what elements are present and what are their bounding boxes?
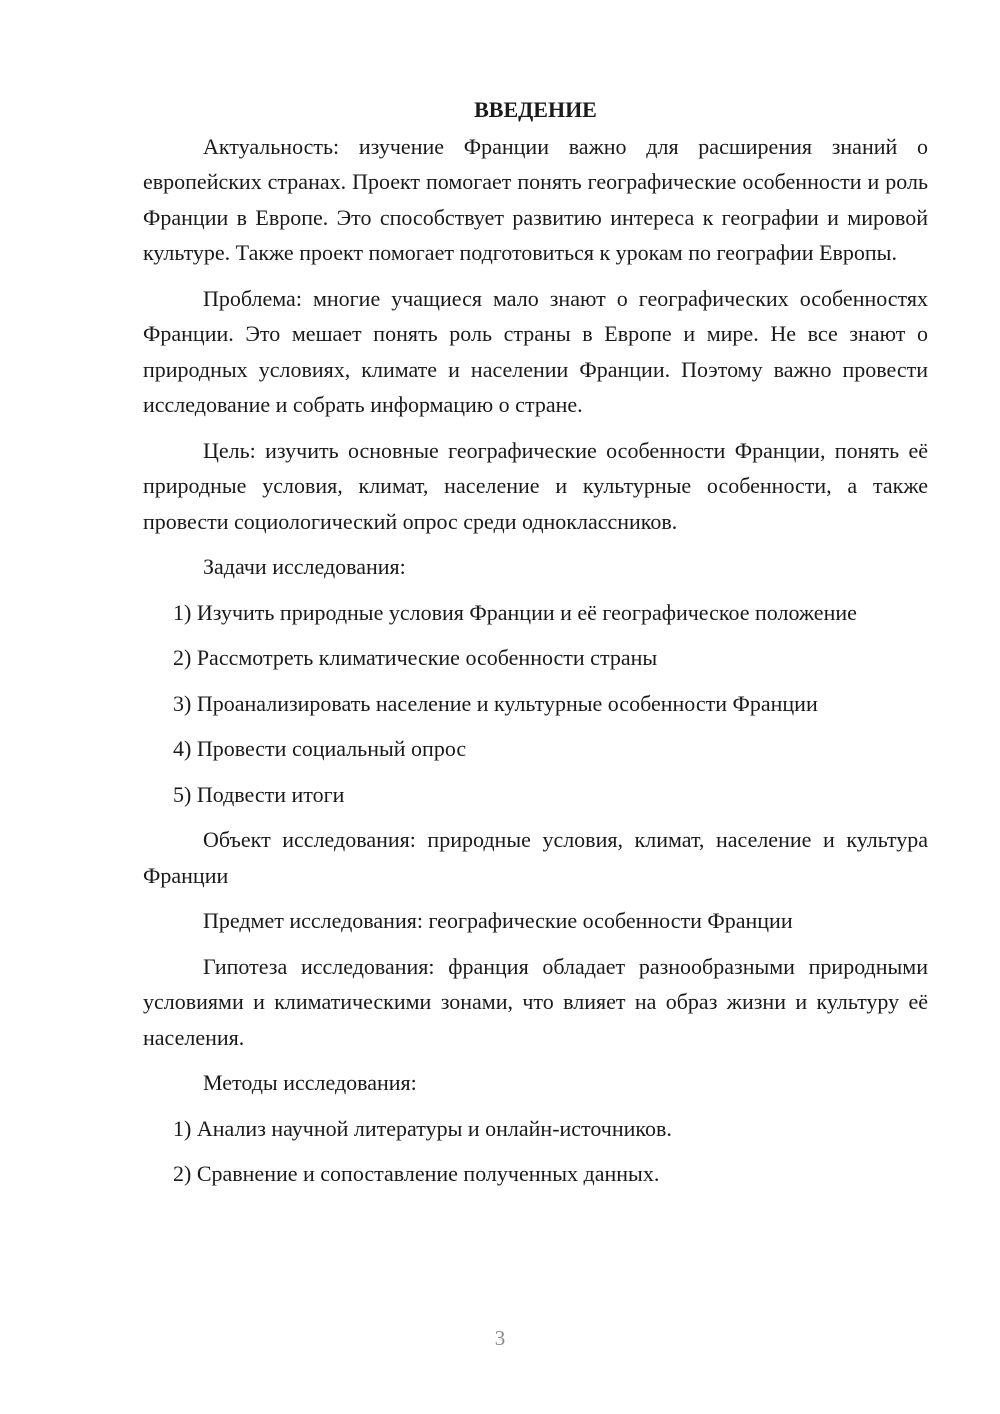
problem-paragraph: Проблема: многие учащиеся мало знают о географических особенностях Франции. Это мешает понять роль страны в Европе и мире. Не все знают о природных условиях, климате и населении Франции. Поэтому важно провести исследование и собрать информацию о стране. [143, 285, 928, 417]
methods-heading: Методы исследования: [203, 1070, 417, 1095]
object-paragraph: Объект исследования: природные условия, климат, население и культура Франции [143, 827, 928, 888]
task-item: 2) Рассмотреть климатические особенности страны [173, 645, 658, 670]
relevance-paragraph: Актуальность: изучение Франции важно для расширения знаний о европейских странах. Проект помогает понять географические особенности и роль Франции в Европе. Это способствует развитию интереса к географии и мировой культуре. Также проект помогает подготовиться к урокам по географии Европы. [143, 133, 928, 265]
page-number: 3 [494, 1326, 506, 1350]
method-item: 2) Сравнение и сопоставление полученных данных. [173, 1161, 660, 1186]
task-item: 3) Проанализировать население и культурные особенности Франции [173, 690, 818, 716]
subject-paragraph: Предмет исследования: географические особенности Франции [203, 908, 793, 933]
task-item: 4) Провести социальный опрос [173, 736, 467, 761]
section-title: ВВЕДЕНИЕ [474, 97, 597, 122]
hypothesis-paragraph: Гипотеза исследования: франция обладает разнообразными природными условиями и климатическими зонами, что влияет на образ жизни и культуру её населения. [143, 953, 928, 1050]
document-page [143, 92, 928, 1202]
tasks-heading: Задачи исследования: [203, 554, 406, 579]
task-item: 5) Подвести итоги [173, 781, 345, 807]
task-item: 1) Изучить природные условия Франции и её географическое положение [173, 599, 857, 625]
method-item: 1) Анализ научной литературы и онлайн-источников. [173, 1115, 672, 1141]
goal-paragraph: Цель: изучить основные географические особенности Франции, понять её природные условия, климат, население и культурные особенности, а также провести социологический опрос среди одноклассников. [143, 437, 928, 534]
